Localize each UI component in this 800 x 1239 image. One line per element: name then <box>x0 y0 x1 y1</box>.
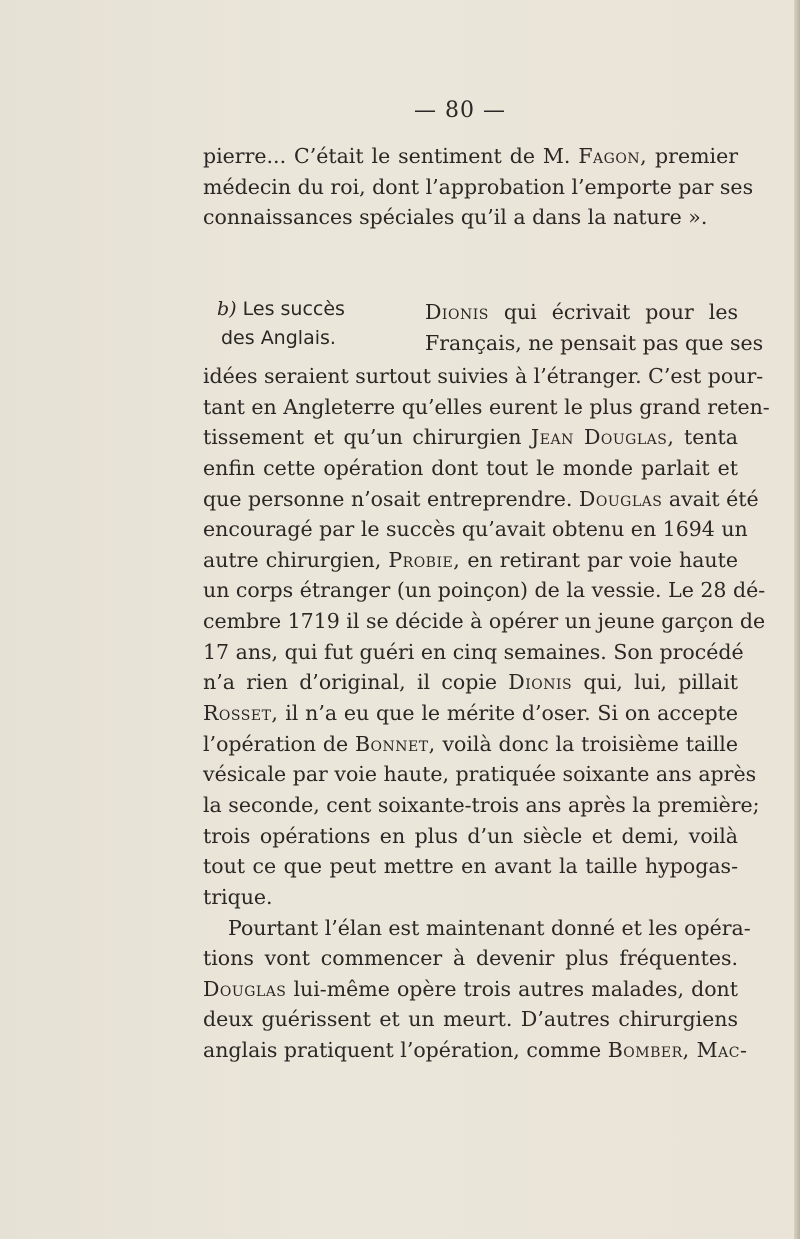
section-label: b) <box>217 298 237 320</box>
name-bomber-mac: Bomber, Mac- <box>607 1038 748 1063</box>
text-line: Français, ne pensait pas que ses <box>425 330 764 355</box>
text-line: vésicale par voie haute, pratiquée soixante ans après <box>203 762 757 787</box>
text-line: connaissances spéciales qu’il a dans la nature ». <box>203 205 708 230</box>
text-line: l’opération de Bonnet, voilà donc la troisième taille <box>203 731 738 756</box>
section-title-line2: des Anglais. <box>221 327 336 349</box>
text-line: médecin du roi, dont l’approbation l’emporte par ses <box>203 174 754 199</box>
name-probie: Probie, <box>388 547 461 572</box>
text-line: Douglas lui-même opère trois autres malades, dont <box>203 976 738 1001</box>
heading-side-text <box>425 295 764 356</box>
text-line: cembre 1719 il se décide à opérer un jeune garçon de <box>203 609 766 634</box>
name-douglas: Douglas <box>203 976 287 1001</box>
page-edge <box>794 0 800 1239</box>
name-bonnet: Bonnet, <box>354 731 436 756</box>
text-line: n’a rien d’original, il copie Dionis qui, lui, pillait <box>203 670 738 695</box>
name-jean-douglas: Jean Douglas, <box>531 425 675 450</box>
name-fagon: Fagon, <box>578 144 648 168</box>
intro-paragraph <box>203 141 754 233</box>
text-line: idées seraient surtout suivies à l’étranger. C’est pour- <box>203 364 764 388</box>
text-line: encouragé par le succès qu’avait obtenu en 1694 un <box>203 517 748 542</box>
section-heading <box>217 295 402 353</box>
main-paragraph <box>203 361 770 1066</box>
text-line: enfin cette opération dont tout le monde parlait et <box>203 455 738 480</box>
text-line: tissement et qu’un chirurgien Jean Douglas, tenta <box>203 425 738 450</box>
text-line: deux guérissent et un meurt. D’autres chirurgiens <box>203 1007 738 1032</box>
text-line: tout ce que peut mettre en avant la taille hypogas- <box>203 854 738 879</box>
page-number: — 80 — <box>414 98 506 123</box>
text-line: tions vont commencer à devenir plus fréquentes. <box>203 946 738 971</box>
text-line: Rosset, il n’a eu que le mérite d’oser. Si on accepte <box>203 701 738 726</box>
text-line: anglais pratiquent l’opération, comme Bomber, Mac- <box>203 1038 748 1063</box>
text-line: un corps étranger (un poinçon) de la vessie. Le 28 dé- <box>203 578 766 603</box>
text-line: la seconde, cent soixante-trois ans après la première; <box>203 792 760 817</box>
text-line: trique. <box>203 884 273 909</box>
text-line: 17 ans, qui fut guéri en cinq semaines. Son procédé <box>203 639 744 664</box>
text-line: tant en Angleterre qu’elles eurent le plus grand reten- <box>203 394 770 419</box>
section-title-line1: Les succès <box>242 298 345 320</box>
text-line: Pourtant l’élan est maintenant donné et les opéra- <box>228 915 751 940</box>
text-line: que personne n’osait entreprendre. Douglas avait été <box>203 486 759 511</box>
text-line: autre chirurgien, Probie, en retirant par voie haute <box>203 547 739 572</box>
name-dionis: Dionis <box>508 670 573 695</box>
text-line: trois opérations en plus d’un siècle et demi, voilà <box>203 823 738 848</box>
name-douglas: Douglas <box>578 486 663 511</box>
text-line: pierre... C’était le sentiment de M. Fagon, premier <box>203 144 738 168</box>
text-line: Dionis qui écrivait pour les <box>425 300 738 324</box>
name-rosset: Rosset, <box>203 701 279 726</box>
